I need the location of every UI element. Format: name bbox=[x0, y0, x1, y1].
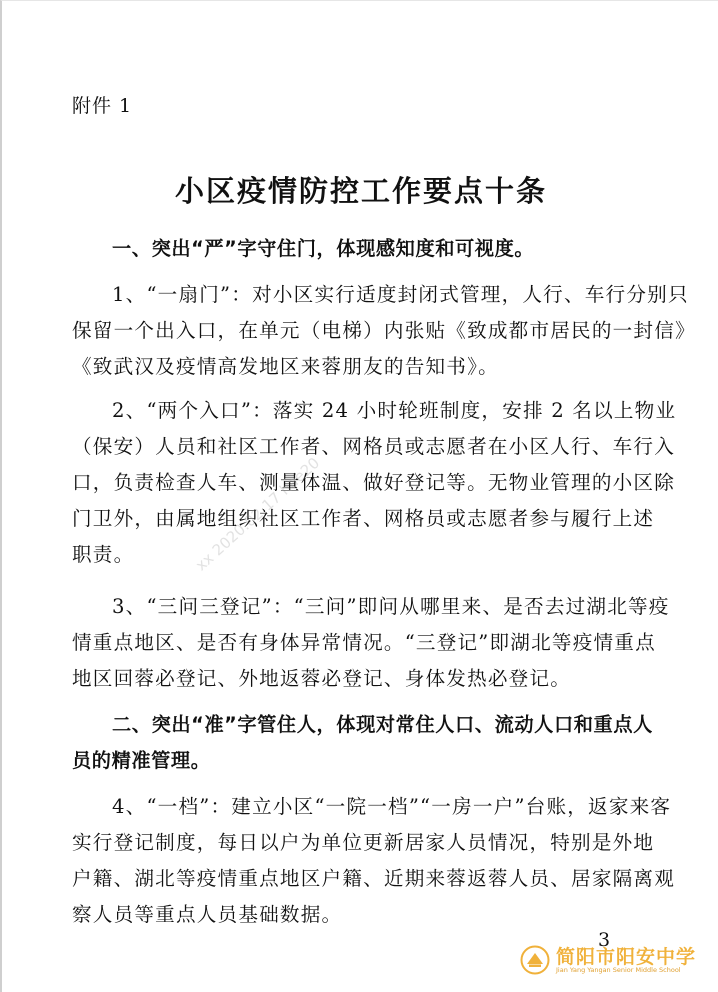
watermark-text: xx 2020.02.17 hae20 bbox=[192, 453, 324, 575]
paragraph-line: 察人员等重点人员基础数据。 bbox=[72, 903, 343, 926]
attachment-label: 附件 1 bbox=[72, 95, 133, 117]
school-emblem-icon bbox=[520, 945, 550, 975]
paragraph-line: 1、“一扇门”：对小区实行适度封闭式管理，人行、车行分别只 bbox=[112, 283, 689, 306]
paragraph-line: 4、“一档”：建立小区“一院一档”“一房一户”台账，返家来客 bbox=[112, 795, 672, 818]
paragraph-line: （保安）人员和社区工作者、网格员或志愿者在小区人行、车行入 bbox=[72, 435, 676, 458]
section-heading: 一、突出“严”字守住门，体现感知度和可视度。 bbox=[112, 237, 535, 260]
section-heading: 二、突出“准”字管住人，体现对常住人口、流动人口和重点人 bbox=[112, 713, 653, 736]
paragraph-line: 职责。 bbox=[72, 543, 135, 566]
paragraph-line: 实行登记制度，每日以户为单位更新居家人员情况，特别是外地 bbox=[72, 831, 655, 854]
paragraph-line: 户籍、湖北等疫情重点地区户籍、近期来蓉返蓉人员、居家隔离观 bbox=[72, 867, 676, 890]
page-number: 3 bbox=[598, 929, 611, 951]
paragraph-line: 门卫外，由属地组织社区工作者、网格员或志愿者参与履行上述 bbox=[72, 507, 655, 530]
school-subname: Jian Yang Yangan Senior Middle School bbox=[556, 966, 681, 974]
section-heading: 员的精准管理。 bbox=[72, 749, 211, 772]
paragraph-line: 2、“两个入口”：落实 24 小时轮班制度，安排 2 名以上物业 bbox=[112, 399, 677, 422]
page-title: 小区疫情防控工作要点十条 bbox=[174, 174, 547, 208]
school-name: 简阳市阳安中学 bbox=[556, 946, 697, 968]
paragraph-line: 3、“三问三登记”：“三问”即问从哪里来、是否去过湖北等疫 bbox=[112, 595, 670, 618]
paragraph-line: 口，负责检查人车、测量体温、做好登记等。无物业管理的小区除 bbox=[72, 471, 676, 494]
paragraph-line: 《致武汉及疫情高发地区来蓉朋友的告知书》。 bbox=[72, 355, 499, 378]
paragraph-line: 地区回蓉必登记、外地返蓉必登记、身体发热必登记。 bbox=[72, 667, 572, 690]
school-logo bbox=[520, 941, 716, 981]
paragraph-line: 保留一个出入口，在单元（电梯）内张贴《致成都市居民的一封信》 bbox=[72, 319, 696, 342]
paragraph-line: 情重点地区、是否有身体异常情况。“三登记”即湖北等疫情重点 bbox=[72, 631, 656, 654]
